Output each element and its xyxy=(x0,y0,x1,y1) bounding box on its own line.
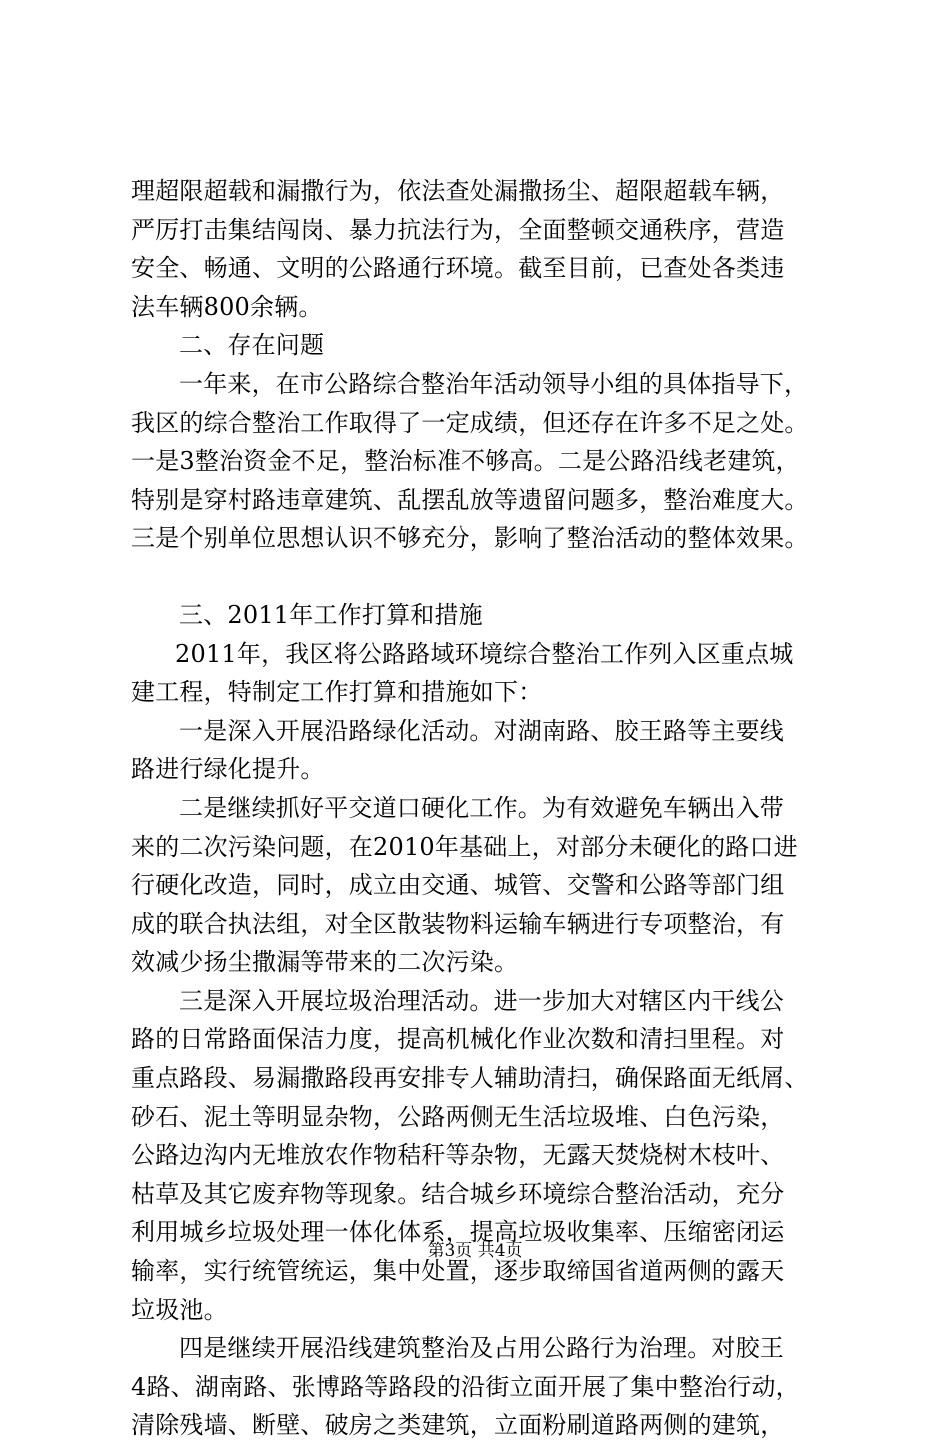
page-number-footer: 第3页 共4页 xyxy=(427,1241,523,1261)
paragraph-gap xyxy=(131,558,831,596)
paragraph-line: 重点路段、易漏撒路段再安排专人辅助清扫，确保路面无纸屑、 xyxy=(131,1064,809,1093)
paragraph-line: 行硬化改造，同时，成立由交通、城管、交警和公路等部门组 xyxy=(131,871,785,900)
section-heading-plans: 三、2011年工作打算和措施 xyxy=(179,600,483,629)
paragraph-line: 安全、畅通、文明的公路通行环境。截至目前，已查处各类违 xyxy=(131,254,785,283)
paragraph-line: 枯草及其它废弃物等现象。结合城乡环境综合整治活动，充分 xyxy=(131,1179,785,1208)
paragraph-line: 效减少扬尘撒漏等带来的二次污染。 xyxy=(131,948,519,977)
paragraph-line: 来的二次污染问题，在2010年基础上，对部分未硬化的路口进 xyxy=(131,832,798,861)
paragraph-line: 路的日常路面保洁力度，提高机械化作业次数和清扫里程。对 xyxy=(131,1025,785,1054)
paragraph-line: 严厉打击集结闯岗、暴力抗法行为，全面整顿交通秩序，营造 xyxy=(131,215,785,244)
paragraph-line: 建工程，特制定工作打算和措施如下： xyxy=(131,678,543,707)
section-heading-problems: 二、存在问题 xyxy=(179,331,325,360)
paragraph-line: 我区的综合整治工作取得了一定成绩，但还存在许多不足之处。 xyxy=(131,408,809,437)
paragraph-line: 一是3整治资金不足，整治标准不够高。二是公路沿线老建筑， xyxy=(131,447,800,476)
paragraph-line: 四是继续开展沿线建筑整治及占用公路行为治理。对胶王 xyxy=(179,1334,784,1363)
paragraph-line: 4路、湖南路、张博路等路段的沿街立面开展了集中整治行动， xyxy=(131,1372,800,1401)
paragraph-line: 三是深入开展垃圾治理活动。进一步加大对辖区内干线公 xyxy=(179,986,784,1015)
paragraph-line: 输率，实行统管统运，集中处置，逐步取缔国省道两侧的露天 xyxy=(131,1257,785,1286)
paragraph-line: 二是继续抓好平交道口硬化工作。为有效避免车辆出入带 xyxy=(179,793,784,822)
paragraph-line: 利用城乡垃圾处理一体化体系，提高垃圾收集率、压缩密闭运 xyxy=(131,1218,785,1247)
paragraph-line: 法车辆800余辆。 xyxy=(131,292,323,321)
paragraph-line: 公路边沟内无堆放农作物秸秆等杂物，无露天焚烧树木枝叶、 xyxy=(131,1141,785,1170)
paragraph-line: 垃圾池。 xyxy=(131,1295,228,1324)
paragraph-line: 成的联合执法组，对全区散装物料运输车辆进行专项整治，有 xyxy=(131,909,785,938)
paragraph-line: 2011年，我区将公路路域环境综合整治工作列入区重点城 xyxy=(175,639,794,668)
paragraph-line: 一年来，在市公路综合整治年活动领导小组的具体指导下， xyxy=(179,369,809,398)
paragraph-line: 理超限超载和漏撒行为，依法查处漏撒扬尘、超限超载车辆， xyxy=(131,177,785,205)
paragraph-line: 清除残墙、断壁、破房之类建筑，立面粉刷道路两侧的建筑， xyxy=(131,1411,785,1440)
paragraph-line: 路进行绿化提升。 xyxy=(131,755,325,784)
paragraph-line: 砂石、泥土等明显杂物，公路两侧无生活垃圾堆、白色污染， xyxy=(131,1102,785,1131)
paragraph-line: 一是深入开展沿路绿化活动。对湖南路、胶王路等主要线 xyxy=(179,716,784,745)
paragraph-line: 三是个别单位思想认识不够充分，影响了整治活动的整体效果。 xyxy=(131,524,809,553)
paragraph-line: 特别是穿村路违章建筑、乱摆乱放等遗留问题多，整治难度大。 xyxy=(131,485,809,514)
